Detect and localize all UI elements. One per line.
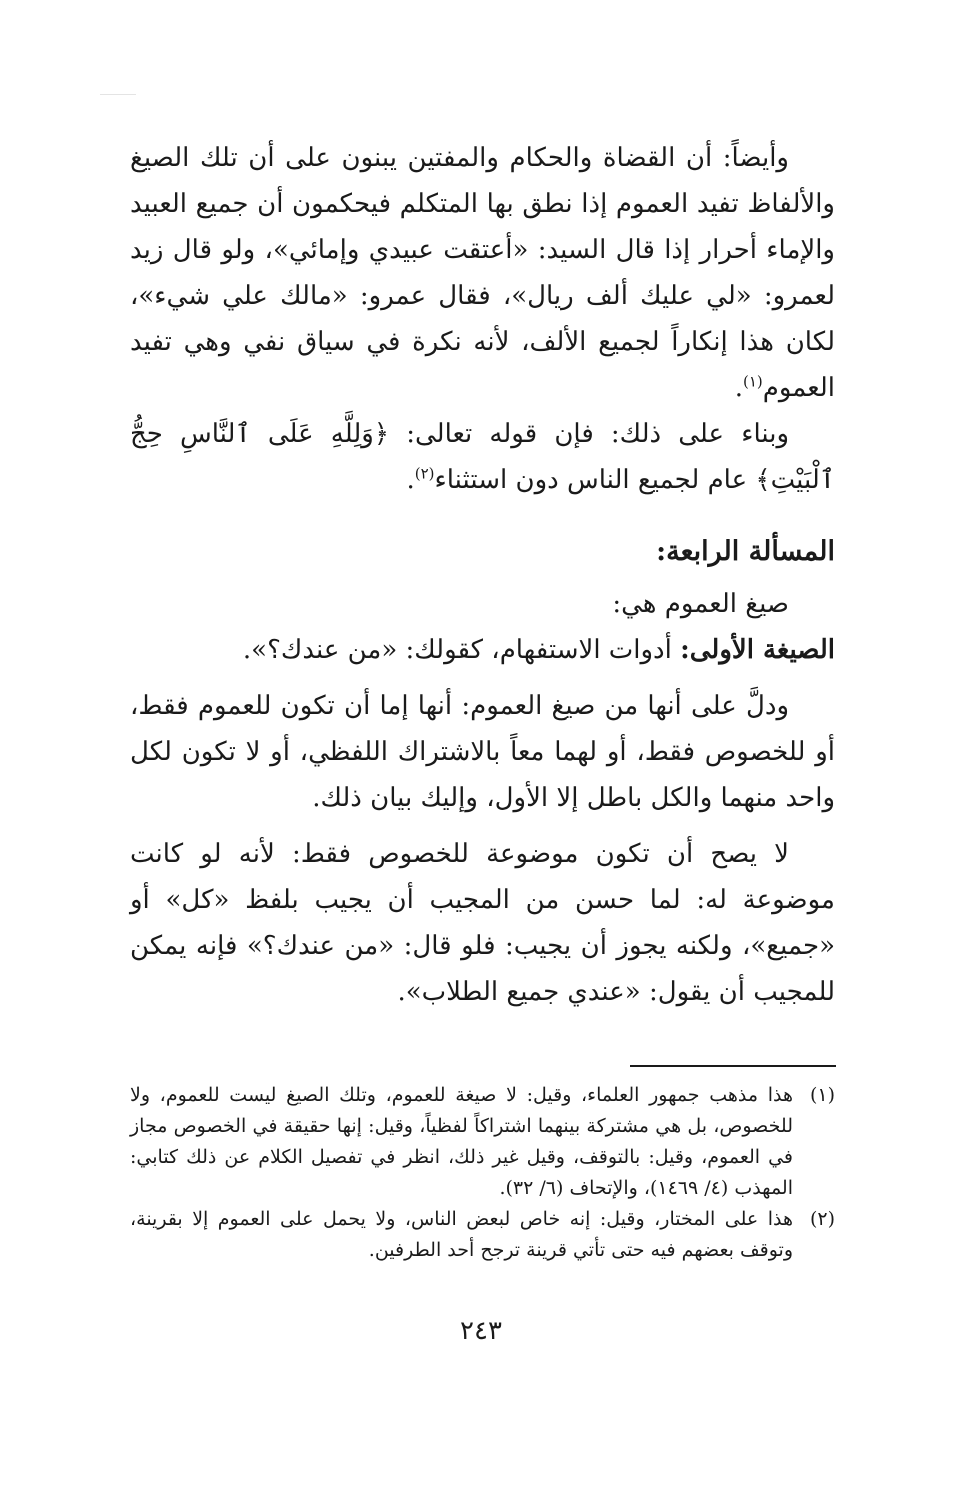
header-mark — [100, 94, 136, 95]
paragraph-4 — [130, 627, 835, 673]
paragraph-2-text: وبناء على ذلك: فإن قوله تعالى: ﴿وَلِلَّهِ عَلَى ٱلنَّاسِ حِجُّ ٱلْبَيْتِ﴾ عام لجميع الناس دون استثناء — [130, 419, 835, 495]
paragraph-2 — [130, 411, 835, 503]
footnote-separator — [630, 1065, 836, 1067]
main-text — [130, 135, 835, 1015]
page-number: ٢٤٣ — [460, 1316, 502, 1346]
footnote-ref-1: (١) — [742, 372, 763, 391]
paragraph-1-text: وأيضاً: أن القضاة والحكام والمفتين يبنون على أن تلك الصيغ والألفاظ تفيد العموم إذا نطق بها المتكلم فيحكمون أن جميع العبيد والإماء أحرار إذا قال السيد: «أعتقت عبيدي وإمائي»، ولو قال زيد لعمرو: «لي عليك ألف ريال»، فقال عمرو: «مالك علي شيء»، لكان هذا إنكاراً لجميع الألف، لأنه نكرة في سياق نفي وهي تفيد العموم — [130, 143, 835, 403]
section-heading: المسألة الرابعة: — [656, 536, 835, 567]
paragraph-4-label: الصيغة الأولى: — [680, 635, 835, 665]
footnote-1-number: (١) — [809, 1084, 835, 1106]
footnote-2 — [130, 1204, 835, 1266]
paragraph-2-end: . — [406, 465, 415, 495]
paragraph-4-text: أدوات الاستفهام، كقولك: «من عندك؟». — [242, 635, 681, 665]
paragraph-5: ودلَّ على أنها من صيغ العموم: أنها إما أن تكون للعموم فقط، أو للخصوص فقط، أو لهما معاً بالاشتراك اللفظي، أو لا تكون لكل واحد منهما والكل باطل إلا الأول، وإليك بيان ذلك. — [130, 691, 835, 813]
footnotes — [130, 1080, 835, 1266]
footnote-1-text: هذا مذهب جمهور العلماء، وقيل: لا صيغة للعموم، وتلك الصيغ ليست للعموم، ولا للخصوص، بل هي مشتركة بينهما اشتراكاً لفظياً، وقيل: إنها حقيقة في الخصوص مجاز في العموم، وقيل: بالتوقف، وقيل غير ذلك، انظر في تفصيل الكلام عن ذلك كتابي: المهذب (٤/ ١٤٦٩)، والإتحاف (٦/ ٣٢). — [130, 1084, 793, 1199]
footnote-ref-2: (٢) — [414, 464, 435, 483]
paragraph-1 — [130, 135, 835, 411]
paragraph-1-end: . — [734, 373, 743, 403]
footnote-2-number: (٢) — [809, 1208, 835, 1230]
paragraph-3: صيغ العموم هي: — [612, 589, 789, 619]
footnote-1 — [130, 1080, 835, 1204]
footnote-2-text: هذا على المختار، وقيل: إنه خاص لبعض الناس، ولا يحمل على العموم إلا بقرينة، وتوقف بعضهم فيه حتى تأتي قرينة ترجح أحد الطرفين. — [130, 1208, 793, 1261]
paragraph-6: لا يصح أن تكون موضوعة للخصوص فقط: لأنه لو كانت موضوعة له: لما حسن من المجيب أن يجيب بلفظ «كل» أو «جميع»، ولكنه يجوز أن يجيب: فلو قال: «من عندك؟» فإنه يمكن للمجيب أن يقول: «عندي جميع الطلاب». — [130, 839, 835, 1007]
